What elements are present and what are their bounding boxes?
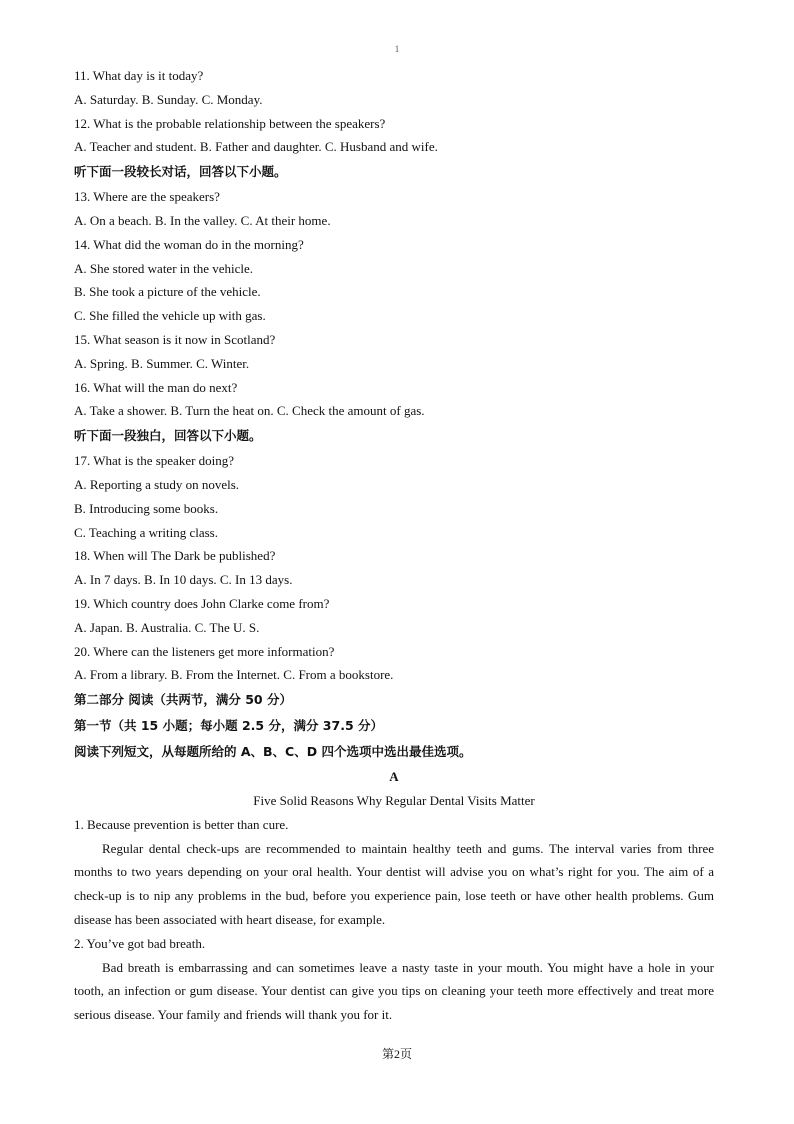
option-line: C. She filled the vehicle up with gas. bbox=[74, 308, 266, 324]
question-line: 16. What will the man do next? bbox=[74, 379, 238, 395]
option-line: B. Introducing some books. bbox=[74, 500, 219, 516]
section-heading: 2. You’ve got bad breath. bbox=[74, 935, 206, 951]
question-line: 18. When will The Dark be published? bbox=[74, 548, 276, 564]
options-line: A. Saturday. B. Sunday. C. Monday. bbox=[74, 91, 263, 107]
section-heading: 1. Because prevention is better than cure. bbox=[74, 816, 289, 832]
question-line: 11. What day is it today? bbox=[74, 68, 204, 83]
section1-heading: 第一节（共 15 小题；每小题 2.5 分，满分 37.5 分） bbox=[74, 718, 383, 734]
options-line: A. Take a shower. B. Turn the heat on. C. Check the amount of gas. bbox=[74, 403, 425, 419]
instruction-monologue: 听下面一段独白，回答以下小题。 bbox=[74, 428, 262, 444]
question-line: 17. What is the speaker doing? bbox=[74, 453, 235, 469]
question-line: 14. What did the woman do in the morning? bbox=[74, 236, 304, 252]
option-line: A. Reporting a study on novels. bbox=[74, 476, 240, 492]
reading-instruction: 阅读下列短文，从每题所给的 A、B、C、D 四个选项中选出最佳选项。 bbox=[74, 744, 472, 760]
question-line: 12. What is the probable relationship between the speakers? bbox=[74, 115, 386, 131]
options-line: A. On a beach. B. In the valley. C. At their home. bbox=[74, 212, 331, 228]
options-line: A. In 7 days. B. In 10 days. C. In 13 days. bbox=[74, 572, 293, 588]
option-line: B. She took a picture of the vehicle. bbox=[74, 284, 261, 300]
option-line: C. Teaching a writing class. bbox=[74, 524, 218, 540]
question-line: 15. What season is it now in Scotland? bbox=[74, 331, 276, 347]
header-mark: 1 bbox=[394, 44, 400, 54]
instruction-long-dialogue: 听下面一段较长对话，回答以下小题。 bbox=[74, 164, 287, 180]
question-line: 13. Where are the speakers? bbox=[74, 189, 220, 205]
section-body: Bad breath is embarrassing and can sometimes leave a nasty taste in your mouth. You might have a hole in your tooth, an infection or gum disease. Your dentist can give you tips on cleaning your teeth more effectively and treat more serious disease. Your family and friends will thank you for it. bbox=[74, 959, 714, 1023]
section-body: Regular dental check-ups are recommended to maintain healthy teeth and gums. The interval varies from three months to two years depending on your oral health. Your dentist will advise you on what’s right for you. The aim of a check-up is to nip any problems in the bud, before you experience pain, lose teeth or have other health problems. Gum disease has been associated with heart disease, for example. bbox=[74, 840, 714, 927]
options-line: A. Spring. B. Summer. C. Winter. bbox=[74, 355, 250, 371]
options-line: A. From a library. B. From the Internet. C. From a bookstore. bbox=[74, 667, 394, 683]
passage-title: Five Solid Reasons Why Regular Dental Visits Matter bbox=[253, 792, 535, 808]
question-line: 20. Where can the listeners get more information? bbox=[74, 643, 335, 659]
question-line: 19. Which country does John Clarke come from? bbox=[74, 595, 330, 611]
page-number: 第2页 bbox=[381, 1047, 412, 1061]
options-line: A. Teacher and student. B. Father and daughter. C. Husband and wife. bbox=[74, 139, 438, 155]
part2-heading: 第二部分 阅读（共两节，满分 50 分） bbox=[74, 692, 292, 708]
passage-letter: A bbox=[389, 769, 399, 785]
options-line: A. Japan. B. Australia. C. The U. S. bbox=[74, 619, 260, 635]
page-content bbox=[74, 64, 714, 1027]
option-line: A. She stored water in the vehicle. bbox=[74, 260, 254, 276]
